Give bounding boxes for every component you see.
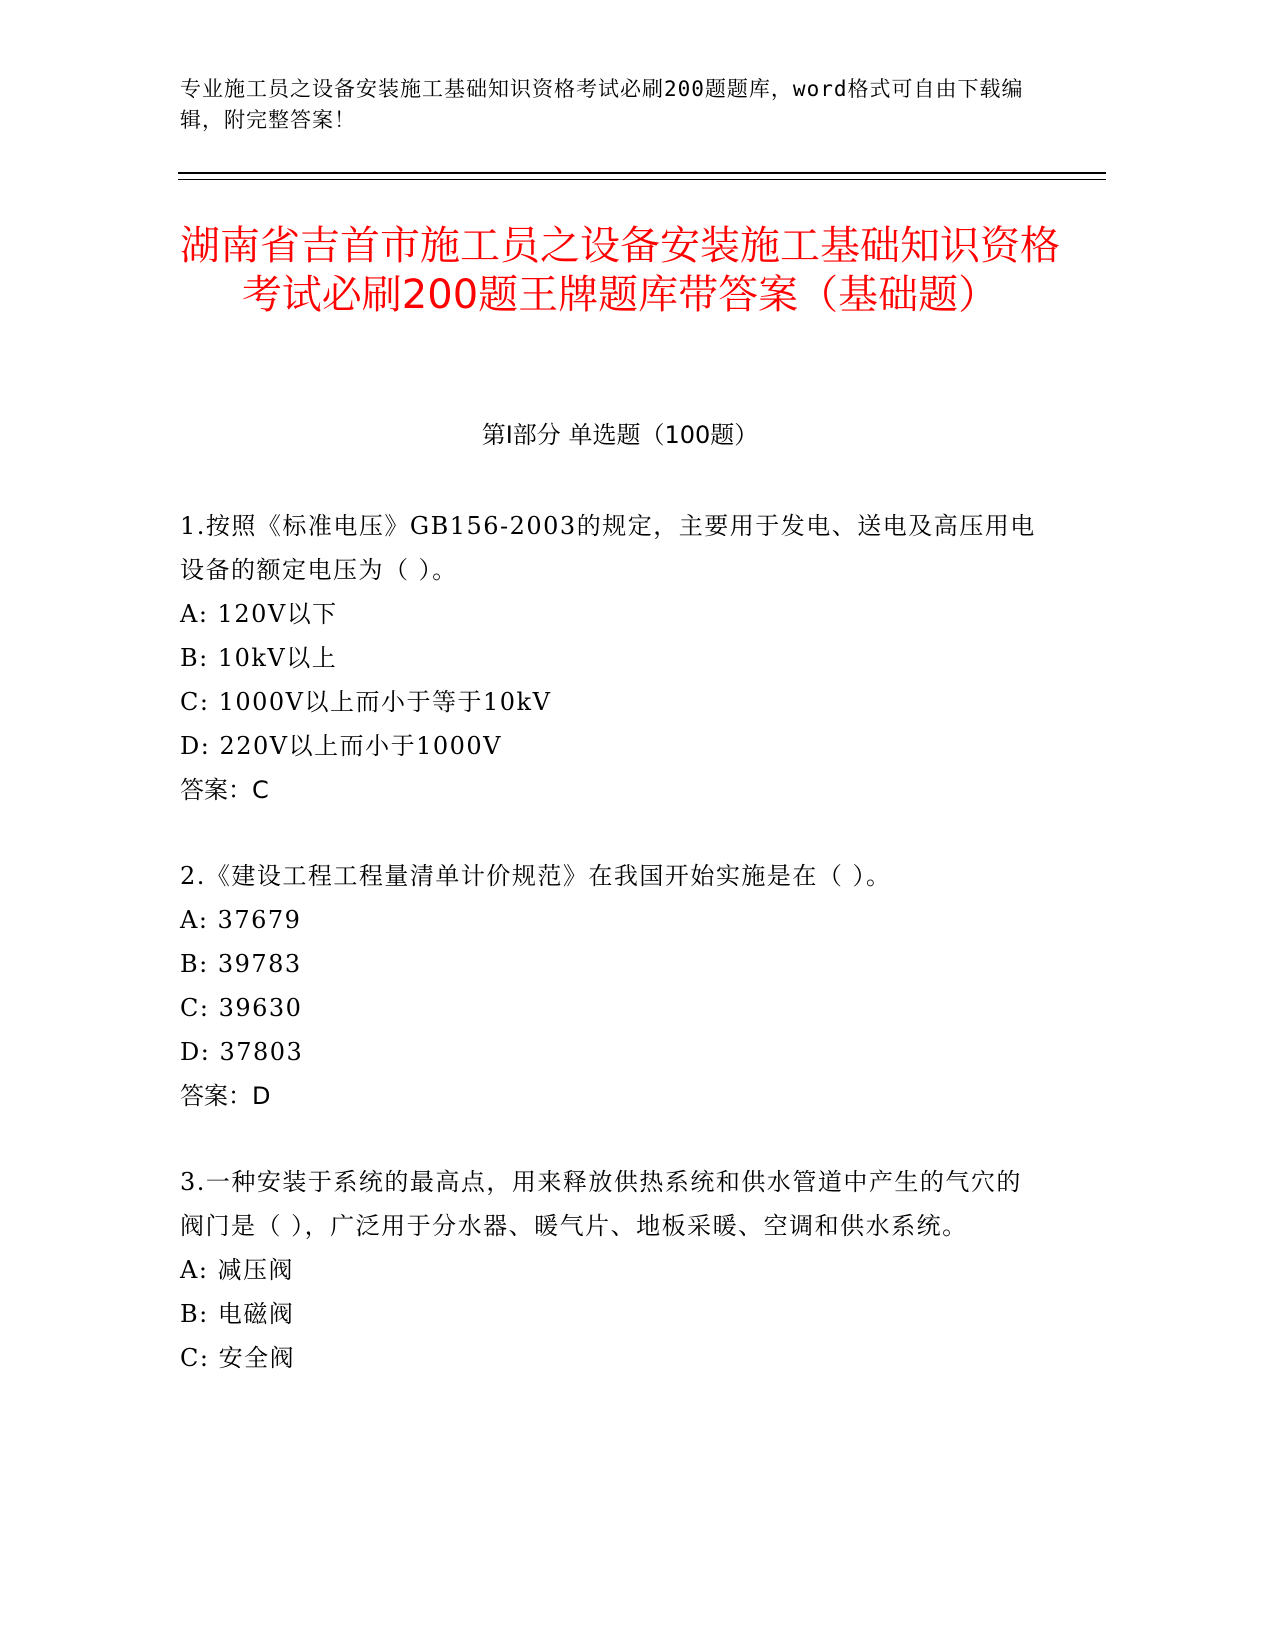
option-c: C: 安全阀 (180, 1344, 296, 1372)
option-a: A: 120V以下 (180, 600, 338, 628)
section-title: 第Ⅰ部分 单选题（100题） (481, 421, 759, 449)
answer: 答案：C (180, 776, 269, 804)
option-a: A: 减压阀 (180, 1256, 295, 1284)
option-c: C: 1000V以上而小于等于10kV (180, 688, 552, 716)
question-3 (180, 1160, 1040, 1380)
answer: 答案：D (180, 1082, 271, 1110)
question-list (180, 504, 1040, 1422)
option-d: D: 220V以上而小于1000V (180, 732, 503, 760)
option-b: B: 10kV以上 (180, 644, 338, 672)
option-c: C: 39630 (180, 994, 303, 1022)
header-note: 专业施工员之设备安装施工基础知识资格考试必刷200题题库，word格式可自由下载编辑，附完整答案！ (180, 77, 1024, 132)
option-b: B: 39783 (180, 950, 302, 978)
document-title: 湖南省吉首市施工员之设备安装施工基础知识资格考试必刷200题王牌题库带答案（基础题） (180, 223, 1060, 318)
question-2 (180, 854, 1040, 1118)
question-stem: 2.《建设工程工程量清单计价规范》在我国开始实施是在（ ）。 (180, 862, 892, 890)
option-d: D: 37803 (180, 1038, 304, 1066)
question-stem: 3.一种安装于系统的最高点，用来释放供热系统和供水管道中产生的气穴的阀门是（ ），广泛用于分水器、暖气片、地板采暖、空调和供水系统。 (180, 1168, 1022, 1240)
question-stem: 1.按照《标准电压》GB156-2003的规定，主要用于发电、送电及高压用电设备的额定电压为（ ）。 (180, 512, 1036, 584)
header-divider-thin (178, 179, 1106, 180)
header-divider-thick (178, 172, 1106, 174)
option-a: A: 37679 (180, 906, 302, 934)
option-b: B: 电磁阀 (180, 1300, 295, 1328)
question-1 (180, 504, 1040, 812)
